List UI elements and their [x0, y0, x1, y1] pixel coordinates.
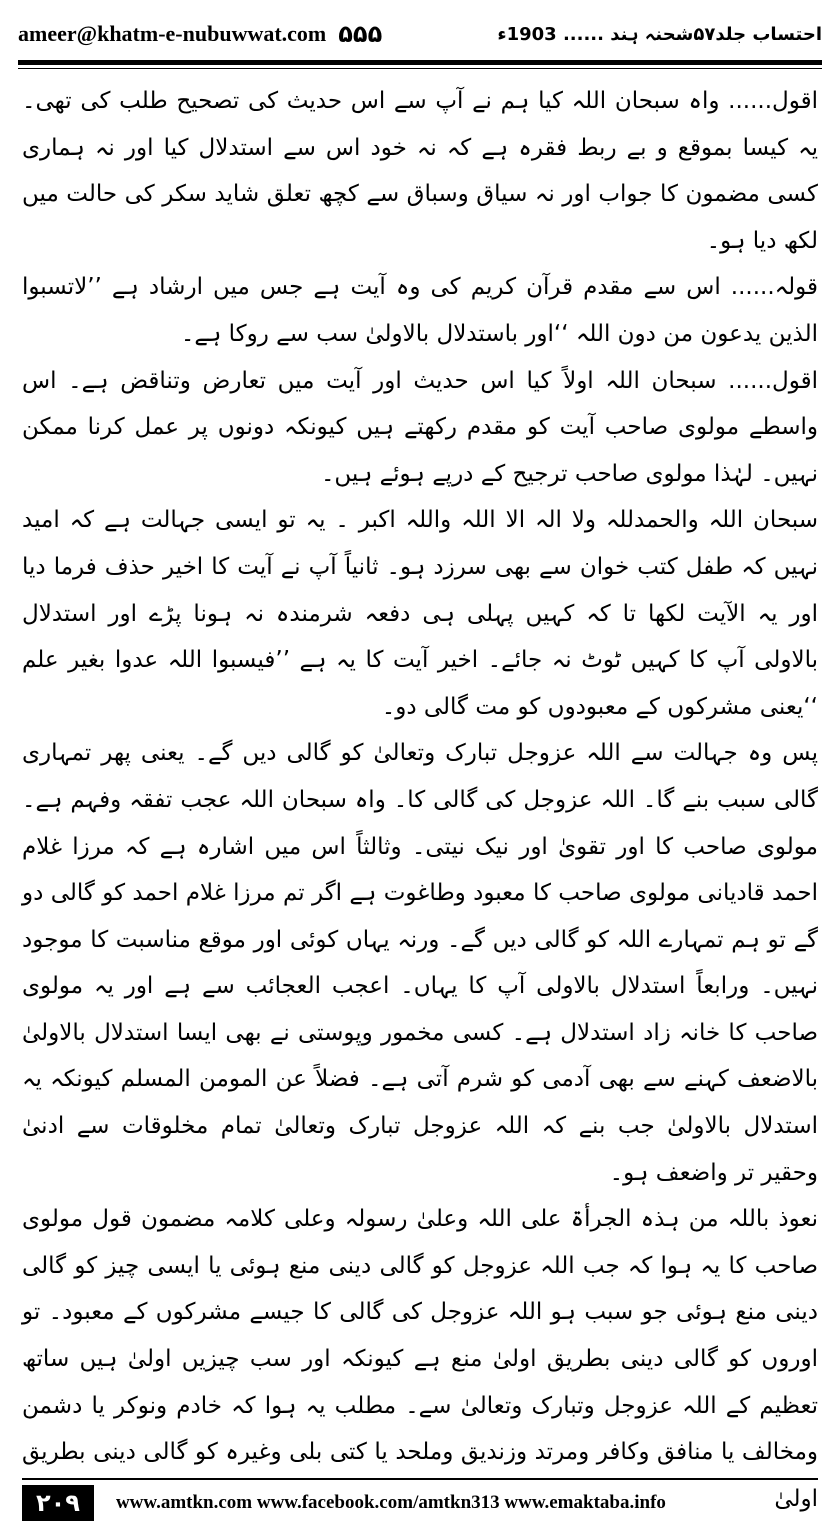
header-divider-thin	[18, 68, 822, 69]
header-divider-thick	[18, 60, 822, 65]
paragraph-1: اقول...... واہ سبحان اللہ کیا ہم نے آپ سے اس حدیث کی تصحیح طلب کی تھی۔ یہ کیسا بموقع و بے ربط فقرہ ہے کہ نہ خود اس سے استدلال کیا اور نہ ہماری کسی مضمون کا جواب اور نہ سیاق وسباق سے کچھ تعلق شاید سکر کی حالت میں لکھ دیا ہو۔	[22, 88, 818, 254]
page-header	[18, 14, 822, 54]
paragraph-3: اقول...... سبحان اللہ اولاً کیا اس حدیث اور آیت میں تعارض وتناقض ہے۔ اس واسطے مولوی صاحب آیت کو مقدم رکھتے ہیں کیونکہ دونوں پر عمل کرنا ممکن نہیں۔ لہٰذا مولوی صاحب ترجیح کے درپے ہوئے ہیں۔	[22, 367, 818, 487]
book-info: احتساب جلد۵۷شحنہ ہند ...... 1903ء	[497, 23, 822, 45]
page-footer	[22, 1478, 818, 1526]
page-number: ۲۰۹	[22, 1485, 94, 1521]
footer-urls: www.amtkn.com www.facebook.com/amtkn313 www.emaktaba.info	[115, 1492, 666, 1513]
paragraph-2: قولہ...... اس سے مقدم قرآن کریم کی وہ آیت ہے جس میں ارشاد ہے ’’لاتسبوا الذین یدعون من دون اللہ ‘‘اور باستدلال بالاولیٰ سب سے روکا ہے۔	[22, 274, 818, 347]
paragraph-5: پس وہ جہالت سے اللہ عزوجل تبارک وتعالیٰ کو گالی دیں گے۔ یعنی پھر تمہاری گالی سبب بنے گا۔ اللہ عزوجل کی گالی کا۔ واہ سبحان اللہ عجب تفقہ وفہم ہے۔ مولوی صاحب کا اور تقویٰ اور نیک نیتی۔ وثالثاً اس میں اشارہ ہے کہ مرزا غلام احمد قادیانی مولوی صاحب کا معبود وطاغوت ہے اگر تم مرزا غلام احمد کو گالی دو گے تو ہم تمہارے اللہ کو گالی دیں گے۔ ورنہ یہاں کوئی اور موقع مناسبت کا موجود نہیں۔ ورابعاً استدلال بالاولی آپ کا یہاں۔ اعجب العجائب سے ہے اور یہ مولوی صاحب کا خانہ زاد استدلال ہے۔ کسی مخمور وپوستی نے بھی ایسا استدلال بالاولیٰ بالاضعف کہنے سے بھی آدمی کو شرم آتی ہے۔ فضلاً عن المومن المسلم کیونکہ یہ استدلال بالاولیٰ جب بنے کہ اللہ عزوجل تبارک وتعالیٰ تمام مخلوقات سے ادنیٰ وحقیر تر واضعف ہو۔	[22, 740, 818, 1186]
paragraph-4: سبحان اللہ والحمدللہ ولا الہ الا اللہ واللہ اکبر ۔ یہ تو ایسی جہالت ہے کہ امید نہیں کہ طفل کتب خوان سے بھی سرزد ہو۔ ثانیاً آپ نے آیت کا اخیر حذف فرما دیا اور یہ الآیت لکھا تا کہ کہیں پہلی ہی دفعہ شرمندہ نہ ہونا پڑے اور استدلال بالاولی آپ کا کہیں ٹوٹ نہ جائے۔ اخیر آیت کا یہ ہے ’’فیسبوا اللہ عدوا بغیر علم ‘‘یعنی مشرکوں کے معبودوں کو مت گالی دو۔	[22, 507, 818, 720]
series-number: ۵۵۵	[338, 20, 383, 48]
header-email: ameer@khatm-e-nubuwwat.com	[18, 21, 327, 46]
header-left	[18, 20, 382, 48]
paragraph-6: نعوذ باللہ من ہذہ الجرأۃ علی اللہ وعلیٰ رسولہ وعلی کلامہ مضمون قول مولوی صاحب کا یہ ہوا کہ جب اللہ عزوجل کو گالی دینی منع ہوئی یا ایسی چیز کو گالی دینی منع ہوئی جو سبب ہو اللہ عزوجل کی گالی کا جیسے مشرکوں کے معبود۔ تو اوروں کو گالی دینی بطریق اولیٰ منع ہے کیونکہ اور سب چیزیں اولیٰ ہیں ساتھ تعظیم کے اللہ عزوجل وتبارک وتعالیٰ سے۔ مطلب یہ ہوا کہ خادم ونوکر یا دشمن ومخالف یا منافق وکافر ومرتد وزندیق وملحد یا کتی بلی وغیرہ کو گالی دینی بطریق اولیٰ	[22, 1206, 818, 1512]
